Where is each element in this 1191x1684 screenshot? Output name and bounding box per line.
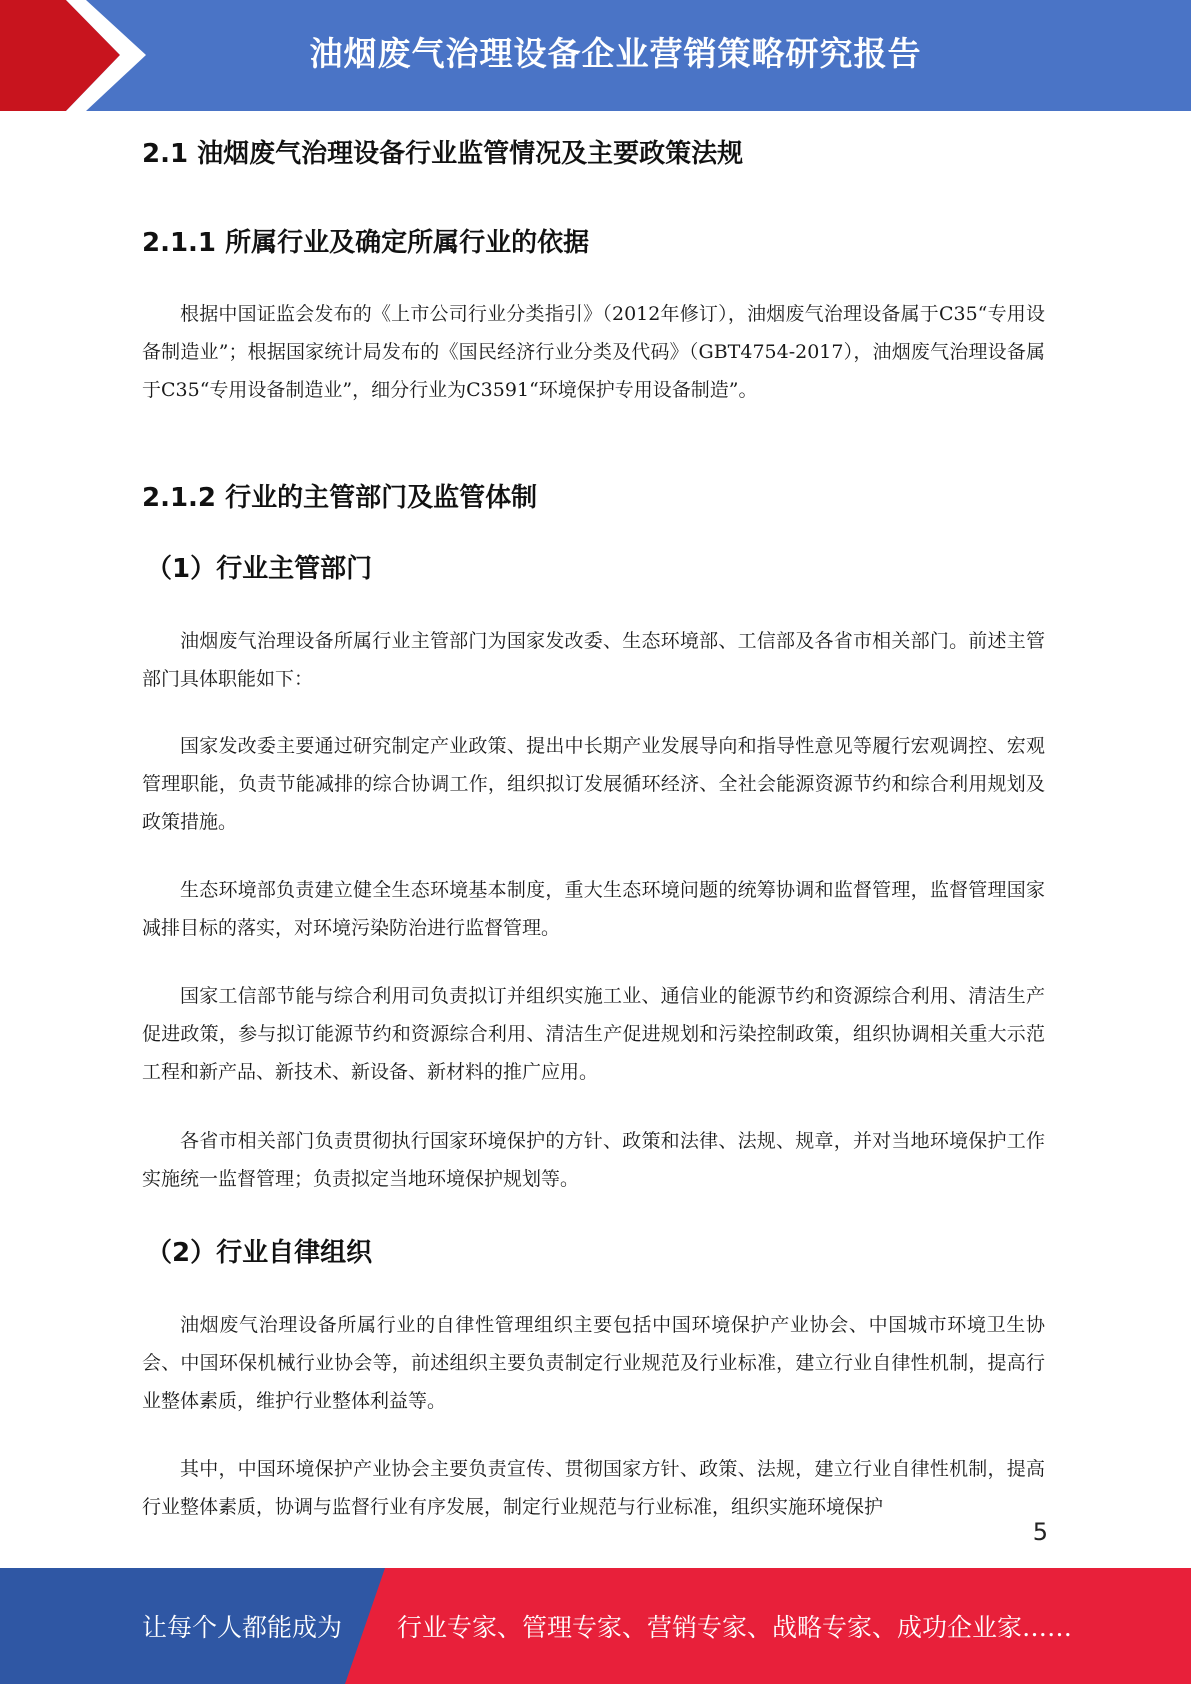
page-footer [0,1568,1191,1684]
page-header [0,0,1191,111]
paragraph-ndrc: 国家发改委主要通过研究制定产业政策、提出中长期产业发展导向和指导性意见等履行宏观调控、宏观管理职能，负责节能减排的综合协调工作，组织拟订发展循环经济、全社会能源资源节约和综合利用规划及政策措施。 [142,735,1045,833]
subheading-self-regulatory: （2）行业自律组织 [146,1238,373,1268]
paragraph-self-regulatory: 油烟废气治理设备所属行业的自律性管理组织主要包括中国环境保护产业协会、中国城市环境卫生协会、中国环保机械行业协会等，前述组织主要负责制定行业规范及行业标准，建立行业自律性机制，提高行业整体素质，维护行业整体利益等。 [142,1314,1045,1412]
paragraph-authorities-intro: 油烟废气治理设备所属行业主管部门为国家发改委、生态环境部、工信部及各省市相关部门。前述主管部门具体职能如下： [142,630,1045,690]
paragraph-provincial-departments: 各省市相关部门负责贯彻执行国家环境保护的方针、政策和法律、法规、规章，并对当地环境保护工作实施统一监督管理；负责拟定当地环境保护规划等。 [142,1130,1045,1190]
footer-slogan-left: 让每个人都能成为 [142,1613,343,1642]
footer-slogan-right: 行业专家、管理专家、营销专家、战略专家、成功企业家…… [397,1613,1073,1642]
section-heading-2-1: 2.1 油烟废气治理设备行业监管情况及主要政策法规 [142,139,744,169]
header-arrow-decoration [0,0,160,111]
section-heading-2-1-1: 2.1.1 所属行业及确定所属行业的依据 [142,228,590,258]
subheading-authorities: （1）行业主管部门 [146,554,373,584]
page-number: 5 [1032,1518,1048,1546]
section-heading-2-1-2: 2.1.2 行业的主管部门及监管体制 [142,483,538,513]
paragraph-caepi: 其中，中国环境保护产业协会主要负责宣传、贯彻国家方针、政策、法规，建立行业自律性机制，提高行业整体素质，协调与监督行业有序发展，制定行业规范与行业标准，组织实施环境保护 [142,1458,1045,1518]
paragraph-industry-classification: 根据中国证监会发布的《上市公司行业分类指引》（2012年修订），油烟废气治理设备属于C35“专用设备制造业”；根据国家统计局发布的《国民经济行业分类及代码》（GBT4754-2017），油烟废气治理设备属于C35“专用设备制造业”，细分行业为C3591“环境保护专用设备制造”。 [142,303,1045,401]
paragraph-ecology-ministry: 生态环境部负责建立健全生态环境基本制度，重大生态环境问题的统筹协调和监督管理，监督管理国家减排目标的落实，对环境污染防治进行监督管理。 [142,879,1045,939]
report-title: 油烟废气治理设备企业营销策略研究报告 [309,34,922,73]
paragraph-miit: 国家工信部节能与综合利用司负责拟订并组织实施工业、通信业的能源节约和资源综合利用、清洁生产促进政策，参与拟订能源节约和资源综合利用、清洁生产促进规划和污染控制政策，组织协调相关重大示范工程和新产品、新技术、新设备、新材料的推广应用。 [142,985,1045,1083]
